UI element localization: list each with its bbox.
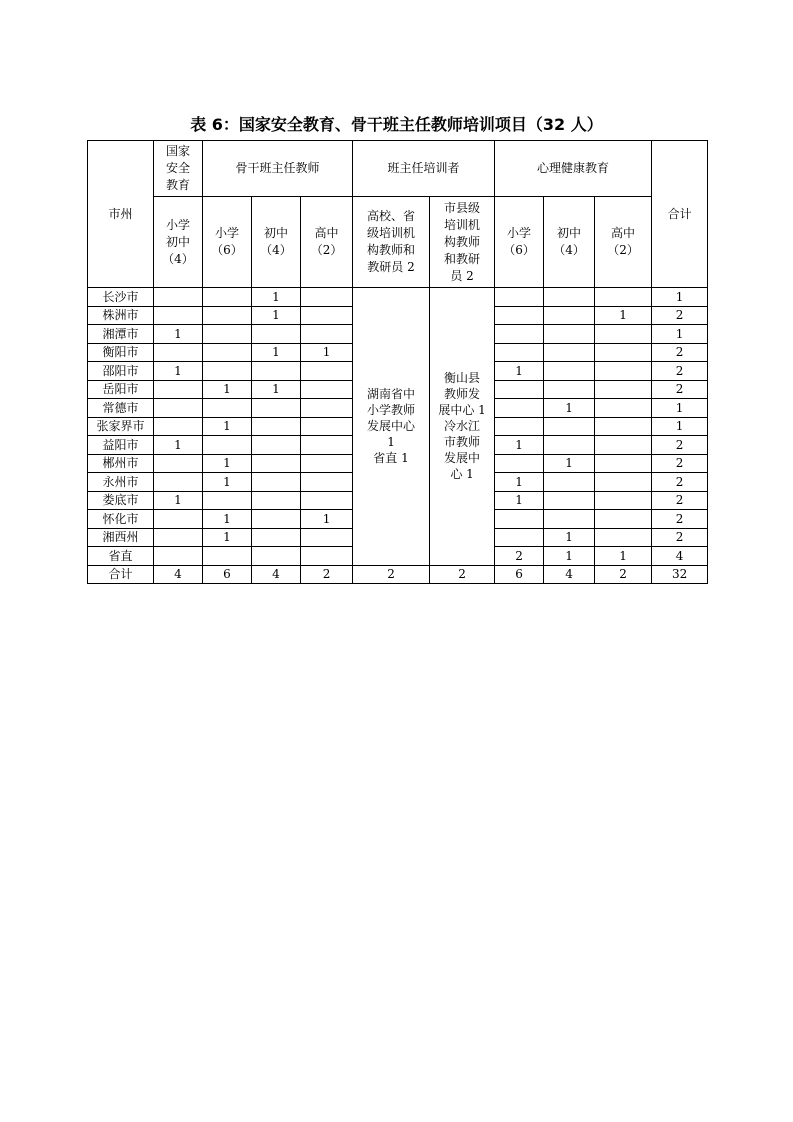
cell-bb-p	[203, 436, 252, 455]
cell-city: 永州市	[88, 473, 154, 492]
cell-mh-p: 1	[495, 436, 544, 455]
cell-safety	[154, 399, 203, 418]
cell-city: 省直	[88, 547, 154, 566]
cell-safety	[154, 473, 203, 492]
total-cell-bb-j: 4	[252, 565, 301, 584]
cell-bb-s	[301, 454, 353, 473]
cell-city: 衡阳市	[88, 343, 154, 362]
cell-total: 2	[652, 473, 708, 492]
cell-city: 株洲市	[88, 306, 154, 325]
header-mental-health: 心理健康教育	[495, 141, 652, 197]
cell-city: 岳阳市	[88, 380, 154, 399]
cell-bb-s	[301, 547, 353, 566]
cell-mh-j: 1	[544, 528, 595, 547]
subheader-backbone-primary: 小学 （6）	[203, 197, 252, 288]
cell-bb-s: 1	[301, 343, 353, 362]
cell-bb-s	[301, 325, 353, 344]
cell-city: 怀化市	[88, 510, 154, 529]
cell-mh-s	[595, 436, 652, 455]
subheader-mental-senior: 高中 （2）	[595, 197, 652, 288]
cell-city: 湘西州	[88, 528, 154, 547]
cell-bb-j	[252, 417, 301, 436]
cell-mh-s	[595, 343, 652, 362]
cell-safety	[154, 306, 203, 325]
table-title: 表 6：国家安全教育、骨干班主任教师培训项目（32 人）	[190, 115, 603, 134]
cell-mh-j	[544, 473, 595, 492]
total-cell-tr-t: 2	[430, 565, 495, 584]
cell-safety	[154, 454, 203, 473]
cell-mh-s	[595, 473, 652, 492]
cell-bb-s	[301, 417, 353, 436]
cell-bb-s	[301, 491, 353, 510]
cell-safety: 1	[154, 362, 203, 381]
cell-bb-p	[203, 325, 252, 344]
cell-bb-p	[203, 399, 252, 418]
cell-bb-p	[203, 547, 252, 566]
cell-mh-p	[495, 288, 544, 307]
header-backbone: 骨干班主任教师	[203, 141, 353, 197]
cell-safety	[154, 510, 203, 529]
cell-mh-p	[495, 510, 544, 529]
cell-mh-p: 1	[495, 473, 544, 492]
cell-total: 1	[652, 325, 708, 344]
header-safety: 国家 安全 教育	[154, 141, 203, 197]
cell-mh-j	[544, 380, 595, 399]
cell-city: 张家界市	[88, 417, 154, 436]
cell-safety: 1	[154, 325, 203, 344]
cell-safety	[154, 380, 203, 399]
cell-trainer-county-merged: 衡山县 教师发 展中心 1 冷水江 市教师 发展中 心 1	[430, 288, 495, 566]
subheader-mental-junior: 初中 （4）	[544, 197, 595, 288]
cell-mh-s	[595, 491, 652, 510]
cell-total: 1	[652, 288, 708, 307]
total-cell-bb-p: 6	[203, 565, 252, 584]
cell-bb-s	[301, 473, 353, 492]
cell-bb-p	[203, 288, 252, 307]
cell-bb-s	[301, 362, 353, 381]
cell-bb-s	[301, 436, 353, 455]
cell-mh-s	[595, 399, 652, 418]
cell-bb-j	[252, 473, 301, 492]
cell-bb-p: 1	[203, 510, 252, 529]
cell-city: 益阳市	[88, 436, 154, 455]
total-cell-mh-p: 6	[495, 565, 544, 584]
cell-bb-j	[252, 547, 301, 566]
cell-mh-p	[495, 380, 544, 399]
cell-bb-s	[301, 528, 353, 547]
subheader-trainer-college: 高校、省 级培训机 构教师和 教研员 2	[353, 197, 430, 288]
cell-mh-j	[544, 306, 595, 325]
cell-bb-j: 1	[252, 380, 301, 399]
cell-mh-s: 1	[595, 306, 652, 325]
cell-bb-j	[252, 491, 301, 510]
header-total: 合计	[652, 141, 708, 288]
cell-bb-p	[203, 306, 252, 325]
cell-total: 2	[652, 528, 708, 547]
cell-mh-p: 1	[495, 491, 544, 510]
cell-total: 2	[652, 510, 708, 529]
cell-bb-p: 1	[203, 417, 252, 436]
cell-city: 邵阳市	[88, 362, 154, 381]
cell-mh-s	[595, 325, 652, 344]
cell-safety	[154, 528, 203, 547]
cell-mh-s	[595, 362, 652, 381]
total-cell-tr-c: 2	[353, 565, 430, 584]
cell-mh-j	[544, 362, 595, 381]
cell-mh-s	[595, 380, 652, 399]
cell-mh-s	[595, 510, 652, 529]
cell-bb-p: 1	[203, 380, 252, 399]
subheader-backbone-senior: 高中 （2）	[301, 197, 353, 288]
cell-mh-j	[544, 325, 595, 344]
cell-mh-j: 1	[544, 399, 595, 418]
cell-mh-s	[595, 417, 652, 436]
cell-bb-s	[301, 306, 353, 325]
cell-mh-j	[544, 417, 595, 436]
header-trainer: 班主任培训者	[353, 141, 495, 197]
subheader-mental-primary: 小学 （6）	[495, 197, 544, 288]
cell-mh-s	[595, 288, 652, 307]
cell-mh-p	[495, 306, 544, 325]
cell-mh-j	[544, 288, 595, 307]
cell-mh-s	[595, 454, 652, 473]
cell-bb-j	[252, 528, 301, 547]
table-row	[88, 288, 708, 307]
cell-mh-p: 1	[495, 362, 544, 381]
total-row	[88, 565, 708, 584]
cell-total: 2	[652, 362, 708, 381]
cell-total: 2	[652, 436, 708, 455]
cell-mh-p	[495, 399, 544, 418]
training-table	[87, 140, 708, 584]
cell-mh-p	[495, 528, 544, 547]
cell-safety	[154, 343, 203, 362]
cell-mh-j: 1	[544, 454, 595, 473]
cell-trainer-college-merged: 湖南省中 小学教师 发展中心 1 省直 1	[353, 288, 430, 566]
cell-bb-j	[252, 454, 301, 473]
cell-bb-s	[301, 288, 353, 307]
subheader-safety: 小学 初中 （4）	[154, 197, 203, 288]
cell-bb-j: 1	[252, 306, 301, 325]
subheader-trainer-county: 市县级 培训机 构教师 和教研 员 2	[430, 197, 495, 288]
total-cell-city: 合计	[88, 565, 154, 584]
cell-bb-p	[203, 362, 252, 381]
cell-mh-s: 1	[595, 547, 652, 566]
cell-city: 湘潭市	[88, 325, 154, 344]
cell-bb-s: 1	[301, 510, 353, 529]
cell-total: 1	[652, 399, 708, 418]
header-city: 市州	[88, 141, 154, 288]
cell-bb-s	[301, 380, 353, 399]
cell-city: 郴州市	[88, 454, 154, 473]
cell-bb-p	[203, 343, 252, 362]
cell-mh-j: 1	[544, 547, 595, 566]
cell-bb-j: 1	[252, 343, 301, 362]
cell-bb-j	[252, 436, 301, 455]
cell-bb-j	[252, 510, 301, 529]
total-cell-mh-s: 2	[595, 565, 652, 584]
cell-city: 娄底市	[88, 491, 154, 510]
cell-bb-j	[252, 399, 301, 418]
cell-bb-p: 1	[203, 473, 252, 492]
cell-total: 4	[652, 547, 708, 566]
cell-mh-p	[495, 343, 544, 362]
cell-mh-j	[544, 436, 595, 455]
cell-mh-p	[495, 454, 544, 473]
subheader-backbone-junior: 初中 （4）	[252, 197, 301, 288]
cell-safety	[154, 547, 203, 566]
cell-mh-j	[544, 491, 595, 510]
total-cell-safety: 4	[154, 565, 203, 584]
cell-total: 2	[652, 380, 708, 399]
total-cell-total: 32	[652, 565, 708, 584]
cell-bb-p: 1	[203, 528, 252, 547]
cell-safety: 1	[154, 436, 203, 455]
cell-safety	[154, 288, 203, 307]
cell-mh-s	[595, 528, 652, 547]
cell-city: 长沙市	[88, 288, 154, 307]
total-cell-bb-s: 2	[301, 565, 353, 584]
total-cell-mh-j: 4	[544, 565, 595, 584]
cell-bb-j: 1	[252, 288, 301, 307]
cell-city: 常德市	[88, 399, 154, 418]
cell-bb-j	[252, 325, 301, 344]
cell-bb-j	[252, 362, 301, 381]
cell-total: 2	[652, 306, 708, 325]
cell-total: 2	[652, 343, 708, 362]
cell-mh-j	[544, 343, 595, 362]
cell-total: 2	[652, 491, 708, 510]
cell-total: 2	[652, 454, 708, 473]
cell-mh-p	[495, 325, 544, 344]
cell-safety	[154, 417, 203, 436]
cell-bb-p	[203, 491, 252, 510]
cell-mh-p	[495, 417, 544, 436]
cell-bb-p: 1	[203, 454, 252, 473]
cell-bb-s	[301, 399, 353, 418]
cell-mh-j	[544, 510, 595, 529]
cell-mh-p: 2	[495, 547, 544, 566]
cell-safety: 1	[154, 491, 203, 510]
cell-total: 1	[652, 417, 708, 436]
